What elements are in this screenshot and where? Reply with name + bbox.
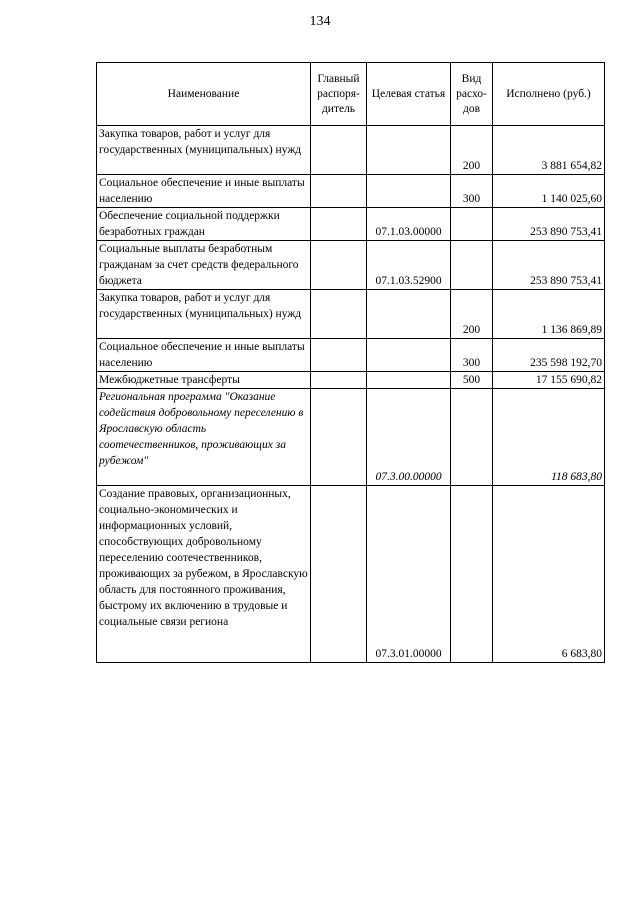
cell-admin: [311, 241, 367, 290]
cell-amount: 1 136 869,89: [493, 290, 605, 339]
cell-name: Социальные выплаты безработным гражданам за счет средств федерального бюджета: [97, 241, 311, 290]
cell-type: 300: [451, 339, 493, 372]
cell-type: [451, 389, 493, 486]
page-number: 134: [309, 14, 331, 29]
cell-admin: [311, 126, 367, 175]
cell-name: Создание правовых, организационных, социально-экономических и информационных условий, способствующих добровольному переселению соотечественников, проживающих за рубежом, в Ярославскую область для постоянного проживания, быстрому их включению в трудовые и социальные связи региона: [97, 486, 311, 663]
cell-amount: 6 683,80: [493, 486, 605, 663]
table-row: [97, 486, 605, 663]
cell-type: 200: [451, 126, 493, 175]
cell-name: Социальное обеспечение и иные выплаты населению: [97, 175, 311, 208]
table-header-row: [97, 63, 605, 126]
cell-name: Закупка товаров, работ и услуг для государственных (муниципальных) нужд: [97, 126, 311, 175]
cell-name: Региональная программа "Оказание содействия добровольному переселению в Ярославскую область соотечественников, проживающих за рубежом": [97, 389, 311, 486]
cell-admin: [311, 486, 367, 663]
cell-amount: 235 598 192,70: [493, 339, 605, 372]
cell-article: 07.1.03.52900: [367, 241, 451, 290]
cell-amount: 253 890 753,41: [493, 208, 605, 241]
cell-admin: [311, 208, 367, 241]
cell-type: [451, 241, 493, 290]
table-row: [97, 126, 605, 175]
header-type: Вид расхо-дов: [451, 63, 493, 126]
cell-amount: 3 881 654,82: [493, 126, 605, 175]
cell-name: Закупка товаров, работ и услуг для государственных (муниципальных) нужд: [97, 290, 311, 339]
cell-name: Обеспечение социальной поддержки безработных граждан: [97, 208, 311, 241]
cell-type: [451, 208, 493, 241]
header-name: Наименование: [97, 63, 311, 126]
cell-type: 500: [451, 372, 493, 389]
budget-table: [96, 62, 605, 663]
cell-name: Межбюджетные трансферты: [97, 372, 311, 389]
table-row: [97, 175, 605, 208]
cell-amount: 17 155 690,82: [493, 372, 605, 389]
cell-article: [367, 175, 451, 208]
cell-type: 300: [451, 175, 493, 208]
table-row: [97, 290, 605, 339]
cell-name: Социальное обеспечение и иные выплаты населению: [97, 339, 311, 372]
cell-article: 07.3.00.00000: [367, 389, 451, 486]
cell-article: [367, 126, 451, 175]
cell-type: [451, 486, 493, 663]
cell-amount: 1 140 025,60: [493, 175, 605, 208]
table-row: [97, 372, 605, 389]
cell-article: [367, 290, 451, 339]
cell-article: [367, 372, 451, 389]
cell-admin: [311, 372, 367, 389]
cell-admin: [311, 389, 367, 486]
table-row: [97, 208, 605, 241]
table-row: [97, 241, 605, 290]
cell-amount: 253 890 753,41: [493, 241, 605, 290]
cell-type: 200: [451, 290, 493, 339]
header-article: Целевая статья: [367, 63, 451, 126]
cell-article: 07.3.01.00000: [367, 486, 451, 663]
header-amount: Исполнено (руб.): [493, 63, 605, 126]
cell-amount: 118 683,80: [493, 389, 605, 486]
header-admin: Главный распоря-дитель: [311, 63, 367, 126]
cell-admin: [311, 175, 367, 208]
cell-admin: [311, 290, 367, 339]
cell-article: [367, 339, 451, 372]
table-row: [97, 339, 605, 372]
cell-article: 07.1.03.00000: [367, 208, 451, 241]
table-row: [97, 389, 605, 486]
cell-admin: [311, 339, 367, 372]
